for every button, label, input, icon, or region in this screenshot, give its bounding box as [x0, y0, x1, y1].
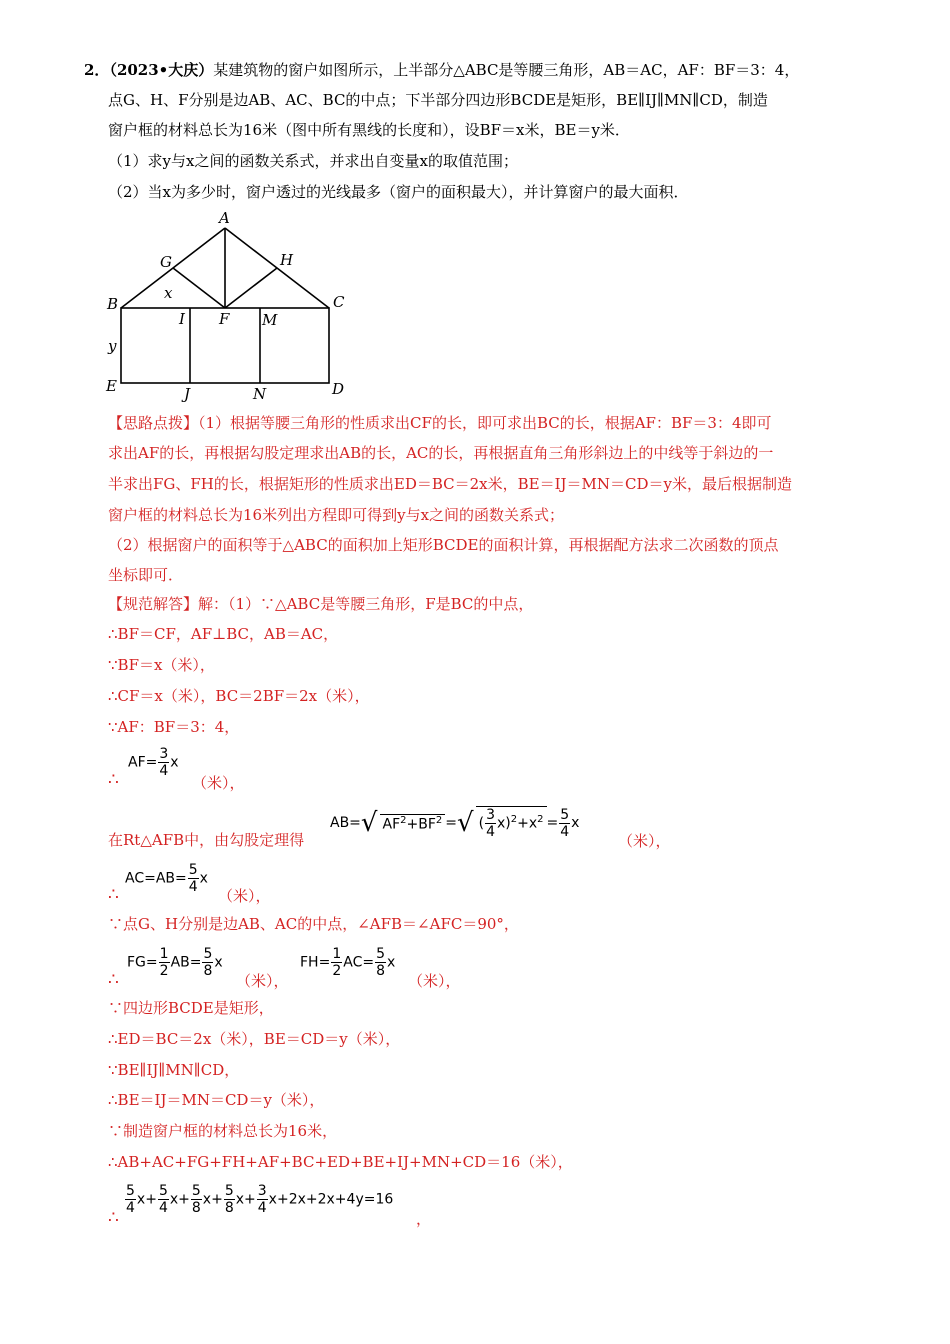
num: 3	[159, 746, 169, 762]
plus-x: x+	[136, 1191, 157, 1208]
num: 5	[224, 1183, 234, 1199]
therefore-final: ∴	[108, 1208, 119, 1228]
label-A: A	[219, 209, 230, 227]
solution-tag: 【规范解答】	[108, 595, 199, 613]
label-N: N	[253, 385, 267, 403]
hint-line-6: 坐标即可．	[108, 566, 184, 584]
eq-fh	[300, 946, 395, 979]
equals: =	[546, 815, 559, 831]
label-x: x	[164, 284, 173, 302]
hint-tag: 【思路点拨】	[108, 414, 199, 432]
frac-5-8	[375, 946, 386, 979]
frac-3-4	[158, 746, 169, 779]
solution-intro-text: 解：（1）∵△ABC是等腰三角形，F是BC的中点，	[198, 595, 534, 613]
eq-fh-lhs: FH=	[300, 954, 331, 971]
problem-line-1	[84, 60, 799, 80]
eq-af	[128, 746, 179, 779]
label-D: D	[332, 380, 345, 398]
label-M: M	[262, 311, 278, 329]
den: 8	[376, 963, 385, 979]
den: 8	[224, 1200, 234, 1216]
hint-line-4: 窗户框的材料总长为16米列出方程即可得到y与x之间的函数关系式；	[108, 506, 565, 524]
term-bf: +BF	[406, 816, 436, 833]
num: 5	[158, 1183, 168, 1199]
hint-line-5: （2）根据窗户的面积等于△ABC的面积加上矩形BCDE的面积计算，再根据配方法求二次函数的顶点	[108, 536, 779, 554]
therefore-fg: ∴	[108, 970, 119, 990]
var-x: x	[170, 754, 179, 771]
label-B: B	[107, 295, 119, 313]
den: 4	[158, 1200, 168, 1216]
frac-5-4	[158, 1183, 169, 1216]
frac-1-2	[331, 946, 342, 979]
therefore-ac: ∴	[108, 885, 119, 905]
den: 4	[126, 1200, 135, 1216]
question-1: （1）求y与x之间的函数关系式，并求出自变量x的取值范围；	[108, 152, 518, 170]
label-E: E	[106, 377, 117, 395]
eq-final	[124, 1183, 393, 1216]
eq-pyth	[330, 806, 579, 840]
sup-2: 2	[537, 813, 544, 825]
solution-step-4: ∵AF：BF＝3：4，	[108, 718, 240, 736]
den: 4	[188, 879, 198, 895]
question-2: （2）当x为多少时，窗户透过的光线最多（窗户的面积最大），并计算窗户的最大面积．	[108, 183, 689, 201]
den: 4	[257, 1200, 267, 1216]
problem-source: （2023•大庆）	[109, 61, 214, 79]
label-G: G	[160, 253, 172, 271]
solution-step-3: ∴CF＝x（米），BC＝2BF＝2x（米），	[108, 687, 370, 705]
therefore-af: ∴	[108, 770, 119, 790]
den: 8	[191, 1200, 201, 1216]
den: 4	[560, 823, 570, 840]
num: 5	[188, 862, 198, 878]
label-H: H	[280, 251, 294, 269]
num: 1	[332, 946, 342, 962]
solution-step-7: ∴ED＝BC＝2x（米），BE＝CD＝y（米），	[108, 1030, 401, 1048]
den: 4	[159, 763, 169, 779]
unit-pyth: （米），	[618, 832, 671, 850]
den: 8	[203, 963, 213, 979]
label-y: y	[108, 337, 117, 355]
num: 3	[257, 1183, 267, 1199]
den: 2	[332, 963, 342, 979]
plus-x: +x	[517, 815, 538, 832]
window-figure	[100, 205, 360, 405]
var-x: x	[571, 815, 580, 831]
unit-af: （米），	[192, 774, 245, 792]
num: 5	[126, 1183, 135, 1199]
var-x: x	[199, 870, 208, 887]
num: 3	[486, 807, 495, 823]
frac-1-2	[159, 946, 170, 979]
final-comma: ，	[416, 1210, 432, 1228]
hint-line-1	[108, 413, 771, 433]
plus-x: x+	[235, 1191, 256, 1208]
eq-ac-lhs: AC=AB=	[125, 870, 187, 887]
unit-ac: （米），	[218, 887, 271, 905]
mid-ac: AC=	[343, 954, 375, 971]
hint-line-3: 半求出FG、FH的长，根据矩形的性质求出ED＝BC＝2x米，BE＝IJ＝MN＝CD＝y米，最后根据制造	[108, 475, 793, 493]
equals: =	[445, 815, 458, 831]
sup-2: 2	[400, 814, 407, 826]
frac-5-4	[125, 1183, 136, 1216]
sqrt-body-1	[380, 814, 446, 833]
num: 5	[191, 1183, 201, 1199]
problem-text-1: 某建筑物的窗户如图所示，上半部分△ABC是等腰三角形，AB＝AC，AF：BF＝3：4，	[213, 61, 800, 79]
pyth-text: 在Rt△AFB中，由勾股定理得	[108, 831, 305, 849]
plus-x: x+	[169, 1191, 190, 1208]
den: 2	[159, 963, 169, 979]
num: 5	[560, 806, 570, 823]
eq-fg	[127, 946, 223, 979]
solution-step-10: ∵制造窗户框的材料总长为16米，	[108, 1122, 338, 1140]
plus-x: x+	[202, 1191, 223, 1208]
eq-ac	[125, 862, 208, 895]
label-F: F	[219, 310, 230, 328]
sup-2: 2	[510, 813, 518, 825]
frac-3-4	[257, 1183, 268, 1216]
frac-5-4	[188, 862, 199, 895]
solution-step-5: ∵点G、H分别是边AB、AC的中点，∠AFB＝∠AFC＝90°，	[108, 915, 519, 933]
num: 5	[203, 946, 213, 962]
frac-5-8	[202, 946, 213, 979]
sqrt-body-2	[476, 806, 547, 840]
frac-5-8	[224, 1183, 235, 1216]
hint-line-2: 求出AF的长，再根据勾股定理求出AB的长，AC的长，再根据直角三角形斜边上的中线等于斜边的一	[108, 444, 774, 462]
edge-FH	[225, 268, 277, 308]
unit-fg: （米），	[236, 972, 289, 990]
solution-step-8: ∵BE∥IJ∥MN∥CD，	[108, 1061, 240, 1079]
label-C: C	[333, 293, 345, 311]
paren-left: (	[478, 815, 485, 832]
label-I: I	[179, 310, 185, 328]
solution-step-1: ∴BF＝CF，AF⊥BC，AB＝AC，	[108, 625, 339, 643]
unit-fh: （米），	[408, 972, 461, 990]
num: 5	[376, 946, 385, 962]
pyth-lhs: AB=	[330, 815, 361, 831]
solution-step-9: ∴BE＝IJ＝MN＝CD＝y（米），	[108, 1091, 325, 1109]
frac-5-8	[191, 1183, 202, 1216]
edge-FG	[173, 268, 225, 308]
problem-line-3: 窗户框的材料总长为16米（图中所有黑线的长度和），设BF＝x米，BE＝y米．	[108, 121, 630, 139]
frac-3-4	[485, 807, 496, 840]
frac-5-4	[559, 807, 570, 840]
sup-2: 2	[435, 814, 443, 826]
label-J: J	[184, 385, 191, 403]
sqrt-icon: √	[360, 808, 378, 838]
hint-text-1: （1）根据等腰三角形的性质求出CF的长，即可求出BC的长，根据AF：BF＝3：4即可	[198, 414, 772, 432]
den: 4	[486, 824, 495, 840]
solution-intro	[108, 594, 533, 614]
solution-step-2: ∵BF＝x（米），	[108, 656, 215, 674]
eq-af-lhs: AF=	[128, 754, 158, 771]
term-af: AF	[382, 816, 401, 833]
solution-step-11: ∴AB+AC+FG+FH+AF+BC+ED+BE+IJ+MN+CD＝16（米），	[108, 1153, 573, 1171]
problem-number: 2．	[84, 61, 110, 79]
problem-line-2: 点G、H、F分别是边AB、AC、BC的中点；下半部分四边形BCDE是矩形，BE∥IJ∥MN∥CD，制造	[108, 91, 768, 109]
sqrt-icon: √	[457, 808, 474, 838]
paren-right: x)	[496, 815, 511, 832]
num: 1	[159, 946, 169, 962]
eq-fg-lhs: FG=	[127, 954, 158, 971]
solution-step-6: ∵四边形BCDE是矩形，	[108, 999, 274, 1017]
final-tail: x+2x+2x+4y=16	[268, 1191, 394, 1208]
mid-ab: AB=	[170, 954, 202, 971]
var-x: x	[214, 954, 223, 971]
var-x: x	[387, 954, 396, 971]
